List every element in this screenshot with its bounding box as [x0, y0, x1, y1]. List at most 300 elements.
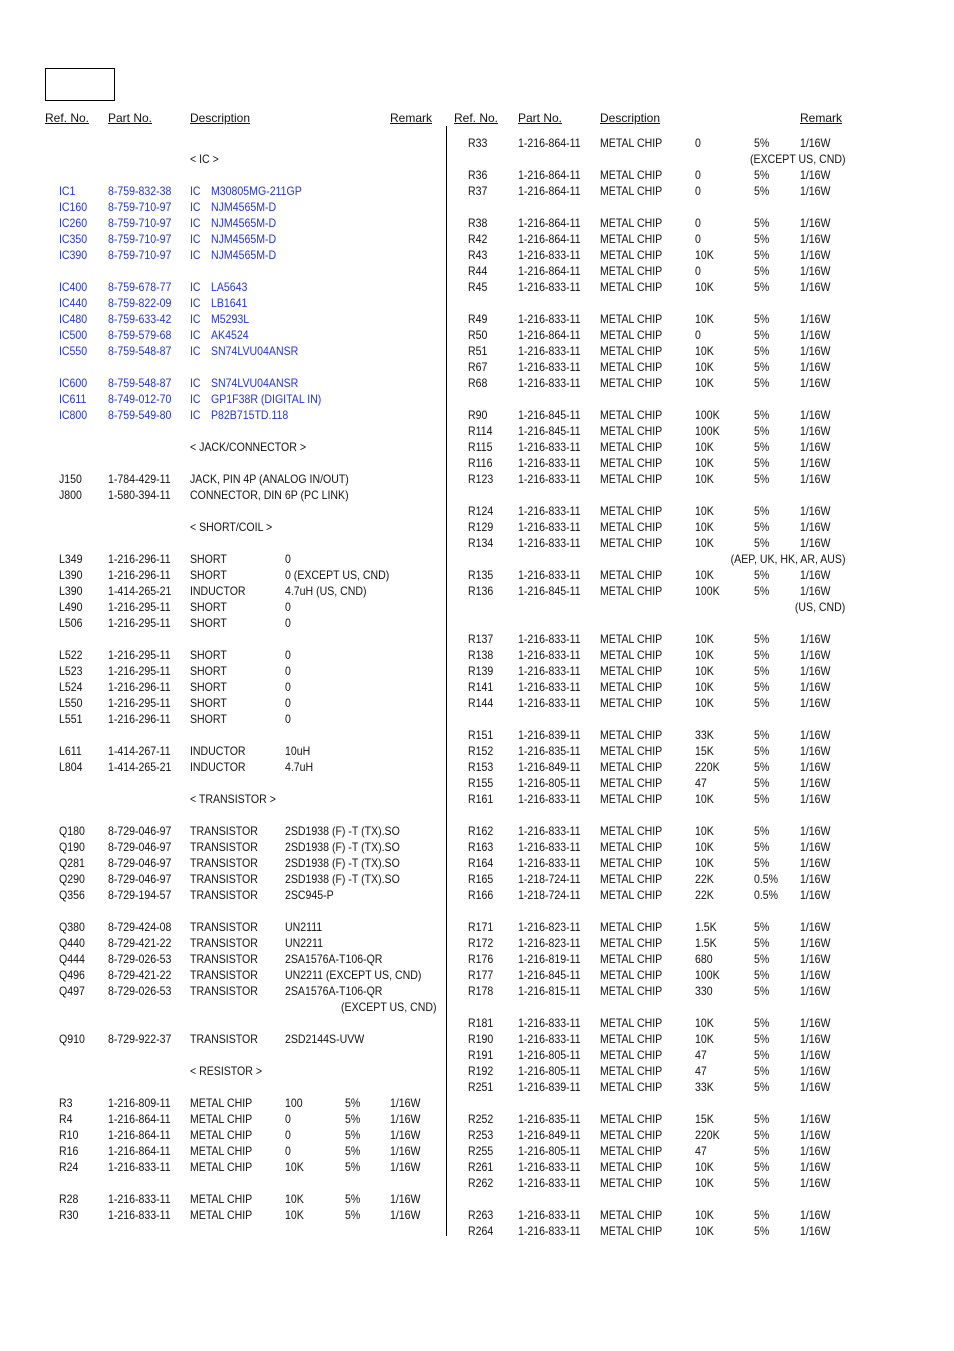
description-cell: METAL CHIP	[600, 328, 663, 342]
ref-no-cell: IC440	[59, 296, 88, 310]
tolerance-cell: 5%	[754, 1128, 770, 1142]
spacer-row	[45, 535, 440, 551]
tolerance-cell: 5%	[754, 472, 770, 486]
part-no-cell: 1-216-864-11	[108, 1112, 171, 1126]
description-cell: SHORT	[190, 712, 227, 726]
tolerance-cell: 5%	[345, 1208, 361, 1222]
header-remark: Remark	[390, 111, 433, 125]
value-cell: 0	[695, 232, 701, 246]
description-cell: TRANSISTOR	[190, 856, 258, 870]
ref-no-cell: R10	[59, 1128, 79, 1142]
ref-no-cell: L523	[59, 664, 83, 678]
wattage-cell: 1/16W	[800, 312, 831, 326]
table-row	[454, 839, 849, 855]
table-row	[454, 535, 849, 551]
value-cell: 100K	[695, 968, 720, 982]
ref-no-cell: Q190	[59, 840, 85, 854]
part-no-cell: 1-784-429-11	[108, 472, 171, 486]
ref-no-cell: L506	[59, 616, 83, 630]
part-no-cell: 8-729-194-57	[108, 888, 172, 902]
part-no-cell: 1-216-295-11	[108, 600, 171, 614]
description-cell: INDUCTOR	[190, 584, 246, 598]
tolerance-cell: 5%	[754, 344, 770, 358]
ref-no-cell: R138	[468, 648, 494, 662]
wattage-cell: 1/16W	[800, 648, 831, 662]
spacer-row	[454, 487, 849, 503]
remark-note	[454, 551, 849, 567]
part-no-cell: 1-216-833-11	[518, 456, 581, 470]
ref-no-cell: L490	[59, 600, 83, 614]
ref-no-cell: L550	[59, 696, 83, 710]
header-part-no: Part No.	[518, 111, 563, 125]
ref-no-cell: R50	[468, 328, 488, 342]
description-cell: METAL CHIP	[190, 1144, 253, 1158]
table-row	[454, 167, 849, 183]
wattage-cell: 1/16W	[800, 1144, 831, 1158]
part-no-cell: 8-729-922-37	[108, 1032, 172, 1046]
value-cell: 0	[285, 648, 291, 662]
value-cell: 10K	[695, 1208, 714, 1222]
tolerance-cell: 5%	[754, 696, 770, 710]
part-no-cell: 1-216-295-11	[108, 696, 171, 710]
value-cell: 10K	[695, 792, 714, 806]
remark-note-label: (AEP, UK, HK, AR, AUS)	[730, 552, 845, 566]
table-row	[45, 663, 440, 679]
spacer-row	[45, 1047, 440, 1063]
part-no-cell: 1-216-864-11	[518, 136, 581, 150]
ref-no-cell: J150	[59, 472, 82, 486]
table-row	[454, 775, 849, 791]
category-cell: IC	[190, 216, 201, 230]
description-cell: NJM4565M-D	[211, 200, 277, 214]
table-row	[454, 791, 849, 807]
part-no-cell: 1-216-296-11	[108, 568, 171, 582]
ref-no-cell: R28	[59, 1192, 79, 1206]
wattage-cell: 1/16W	[800, 744, 831, 758]
value-cell: 0	[285, 600, 291, 614]
value-cell: 47	[695, 776, 707, 790]
spacer-row	[454, 999, 849, 1015]
description-cell: TRANSISTOR	[190, 888, 258, 902]
value-cell: 10K	[695, 248, 714, 262]
description-cell: METAL CHIP	[600, 632, 663, 646]
description-cell: METAL CHIP	[600, 856, 663, 870]
wattage-cell: 1/16W	[800, 168, 831, 182]
description-cell: METAL CHIP	[600, 664, 663, 678]
value-cell: 10K	[285, 1208, 304, 1222]
part-no-cell: 1-216-864-11	[518, 216, 581, 230]
part-no-cell: 1-414-265-21	[108, 584, 172, 598]
ref-no-cell: R252	[468, 1112, 494, 1126]
ref-no-cell: R263	[468, 1208, 494, 1222]
part-no-cell: 8-759-678-77	[108, 280, 172, 294]
value-cell: 22K	[695, 888, 714, 902]
ref-no-cell: R190	[468, 1032, 494, 1046]
table-row	[454, 215, 849, 231]
value-cell: 0	[695, 136, 701, 150]
value-cell: 15K	[695, 744, 714, 758]
part-no-cell: 8-729-046-97	[108, 824, 172, 838]
value-cell: 4.7uH	[285, 760, 314, 774]
remark-note-label: (EXCEPT US, CND)	[749, 152, 845, 166]
ref-no-cell: Q497	[59, 984, 85, 998]
table-row	[45, 759, 440, 775]
tolerance-cell: 5%	[754, 936, 770, 950]
ref-no-cell: Q440	[59, 936, 85, 950]
value-cell: 2SD2144S-UVW	[285, 1032, 365, 1046]
ref-no-cell: R43	[468, 248, 488, 262]
part-no-cell: 1-216-839-11	[518, 728, 581, 742]
part-no-cell: 1-216-296-11	[108, 552, 171, 566]
description-cell: METAL CHIP	[600, 1032, 663, 1046]
ref-no-cell: R36	[468, 168, 488, 182]
description-cell: METAL CHIP	[600, 968, 663, 982]
spacer-row	[45, 455, 440, 471]
table-row	[454, 375, 849, 391]
ref-no-cell: R161	[468, 792, 494, 806]
ref-no-cell: L551	[59, 712, 83, 726]
table-row	[454, 759, 849, 775]
part-no-cell: 1-216-845-11	[518, 584, 581, 598]
wattage-cell: 1/16W	[800, 264, 831, 278]
spacer-row	[454, 807, 849, 823]
value-cell: 47	[695, 1064, 707, 1078]
table-row	[454, 1063, 849, 1079]
part-no-cell: 1-216-833-11	[518, 664, 581, 678]
ref-no-cell: Q444	[59, 952, 85, 966]
section-heading	[45, 1063, 440, 1079]
wattage-cell: 1/16W	[800, 456, 831, 470]
description-cell: SN74LVU04ANSR	[211, 376, 299, 390]
value-cell: UN2211 (EXCEPT US, CND)	[285, 968, 422, 982]
tolerance-cell: 5%	[754, 760, 770, 774]
part-no-cell: 8-729-026-53	[108, 952, 172, 966]
category-cell: IC	[190, 184, 201, 198]
ref-no-cell: R181	[468, 1016, 494, 1030]
value-cell: 10K	[285, 1192, 304, 1206]
part-no-cell: 1-216-833-11	[518, 248, 581, 262]
part-no-cell: 8-759-832-38	[108, 184, 172, 198]
ref-no-cell: R141	[468, 680, 494, 694]
table-row	[45, 1143, 440, 1159]
wattage-cell: 1/16W	[390, 1112, 421, 1126]
value-cell: 10K	[695, 680, 714, 694]
part-no-cell: 1-216-295-11	[108, 648, 171, 662]
tolerance-cell: 5%	[345, 1096, 361, 1110]
ref-no-cell: R177	[468, 968, 494, 982]
table-row	[454, 871, 849, 887]
ref-no-cell: R42	[468, 232, 488, 246]
part-no-cell: 8-729-026-53	[108, 984, 172, 998]
value-cell: 10K	[695, 696, 714, 710]
section-heading-label: < TRANSISTOR >	[190, 792, 276, 806]
ref-no-cell: R144	[468, 696, 494, 710]
value-cell: 220K	[695, 760, 720, 774]
table-row	[45, 279, 440, 295]
description-cell: METAL CHIP	[600, 680, 663, 694]
wattage-cell: 1/16W	[800, 248, 831, 262]
spacer-row	[454, 615, 849, 631]
value-cell: 0	[695, 328, 701, 342]
part-no-cell: 1-216-295-11	[108, 664, 171, 678]
section-heading	[45, 439, 440, 455]
wattage-cell: 1/16W	[800, 328, 831, 342]
spacer-row	[45, 1079, 440, 1095]
value-cell: 2SD1938 (F) -T (TX).SO	[285, 824, 400, 838]
ref-no-cell: R37	[468, 184, 488, 198]
ref-no-cell: R176	[468, 952, 494, 966]
table-row	[45, 183, 440, 199]
description-cell: METAL CHIP	[600, 360, 663, 374]
header-remark: Remark	[800, 111, 843, 125]
part-no-cell: 1-216-833-11	[518, 536, 581, 550]
value-cell: UN2111	[285, 920, 323, 934]
description-cell: METAL CHIP	[600, 984, 663, 998]
part-no-cell: 8-759-549-80	[108, 408, 172, 422]
spacer-row	[45, 775, 440, 791]
part-no-cell: 1-216-833-11	[518, 648, 581, 662]
table-row	[454, 887, 849, 903]
tolerance-cell: 5%	[754, 952, 770, 966]
table-row	[454, 1127, 849, 1143]
category-cell: IC	[190, 344, 201, 358]
description-cell: TRANSISTOR	[190, 840, 258, 854]
tolerance-cell: 5%	[754, 1144, 770, 1158]
tolerance-cell: 5%	[754, 168, 770, 182]
spacer-row	[45, 727, 440, 743]
ref-no-cell: IC390	[59, 248, 88, 262]
tolerance-cell: 5%	[754, 328, 770, 342]
table-row	[45, 343, 440, 359]
table-row	[454, 567, 849, 583]
remark-note	[45, 999, 440, 1015]
value-cell: 10K	[695, 520, 714, 534]
wattage-cell: 1/16W	[800, 536, 831, 550]
description-cell: METAL CHIP	[190, 1192, 253, 1206]
value-cell: 10K	[695, 440, 714, 454]
ref-no-cell: IC550	[59, 344, 88, 358]
table-row	[454, 1159, 849, 1175]
table-row	[454, 679, 849, 695]
wattage-cell: 1/16W	[800, 936, 831, 950]
parts-rows-right	[454, 135, 849, 1239]
part-no-cell: 1-216-819-11	[518, 952, 581, 966]
tolerance-cell: 5%	[345, 1192, 361, 1206]
ref-no-cell: IC800	[59, 408, 88, 422]
tolerance-cell: 5%	[754, 648, 770, 662]
table-row	[454, 631, 849, 647]
ref-no-cell: IC350	[59, 232, 88, 246]
part-no-cell: 1-216-296-11	[108, 680, 171, 694]
ref-no-cell: R4	[59, 1112, 73, 1126]
description-cell: METAL CHIP	[600, 232, 663, 246]
tolerance-cell: 5%	[754, 216, 770, 230]
part-no-cell: 1-216-833-11	[518, 792, 581, 806]
spacer-row	[454, 391, 849, 407]
ref-no-cell: L524	[59, 680, 83, 694]
value-cell: 10K	[695, 360, 714, 374]
value-cell: 10K	[695, 648, 714, 662]
wattage-cell: 1/16W	[800, 1208, 831, 1222]
description-cell: METAL CHIP	[600, 216, 663, 230]
part-no-cell: 8-759-822-09	[108, 296, 172, 310]
value-cell: 0	[285, 552, 291, 566]
table-row	[454, 407, 849, 423]
table-row	[45, 1159, 440, 1175]
description-cell: TRANSISTOR	[190, 872, 258, 886]
table-row	[45, 871, 440, 887]
description-cell: TRANSISTOR	[190, 984, 258, 998]
part-no-cell: 1-216-833-11	[518, 312, 581, 326]
description-cell: SHORT	[190, 568, 227, 582]
ref-no-cell: R136	[468, 584, 494, 598]
description-cell: METAL CHIP	[600, 584, 663, 598]
value-cell: 2SC945-P	[285, 888, 334, 902]
description-cell: METAL CHIP	[190, 1208, 253, 1222]
tolerance-cell: 5%	[754, 360, 770, 374]
wattage-cell: 1/16W	[800, 1080, 831, 1094]
part-no-cell: 8-729-046-97	[108, 856, 172, 870]
category-cell: IC	[190, 376, 201, 390]
category-cell: IC	[190, 280, 201, 294]
table-row	[45, 839, 440, 855]
value-cell: 0	[285, 664, 291, 678]
spacer-row	[45, 1015, 440, 1031]
spacer-row	[45, 135, 440, 151]
tolerance-cell: 5%	[754, 776, 770, 790]
wattage-cell: 1/16W	[800, 1176, 831, 1190]
part-no-cell: 8-729-046-97	[108, 872, 172, 886]
description-cell: METAL CHIP	[600, 472, 663, 486]
wattage-cell: 1/16W	[800, 376, 831, 390]
description-cell: METAL CHIP	[600, 504, 663, 518]
description-cell: METAL CHIP	[600, 1112, 663, 1126]
parts-rows-left	[45, 135, 440, 1223]
value-cell: 100K	[695, 584, 720, 598]
table-row	[454, 1175, 849, 1191]
value-cell: 330	[695, 984, 713, 998]
table-row	[45, 823, 440, 839]
wattage-cell: 1/16W	[800, 1016, 831, 1030]
description-cell: METAL CHIP	[600, 1128, 663, 1142]
tolerance-cell: 5%	[754, 632, 770, 646]
ref-no-cell: R24	[59, 1160, 79, 1174]
wattage-cell: 1/16W	[800, 824, 831, 838]
value-cell: 680	[695, 952, 713, 966]
table-row	[454, 935, 849, 951]
description-cell: METAL CHIP	[600, 792, 663, 806]
ref-no-cell: L390	[59, 568, 83, 582]
ref-no-cell: R155	[468, 776, 494, 790]
spacer-row	[45, 167, 440, 183]
part-no-cell: 1-216-805-11	[518, 1064, 581, 1078]
table-row	[45, 919, 440, 935]
table-row	[454, 983, 849, 999]
table-row	[454, 343, 849, 359]
wattage-cell: 1/16W	[800, 872, 831, 886]
header-description: Description	[190, 111, 251, 125]
part-no-cell: 8-759-710-97	[108, 232, 172, 246]
ref-no-cell: L349	[59, 552, 83, 566]
table-row	[45, 375, 440, 391]
description-cell: METAL CHIP	[600, 1048, 663, 1062]
value-cell: 100	[285, 1096, 303, 1110]
description-cell: METAL CHIP	[600, 744, 663, 758]
part-no-cell: 8-729-421-22	[108, 936, 172, 950]
description-cell: METAL CHIP	[600, 648, 663, 662]
part-no-cell: 1-216-864-11	[518, 328, 581, 342]
spacer-row	[454, 1191, 849, 1207]
ref-no-cell: R172	[468, 936, 494, 950]
description-cell: SHORT	[190, 600, 227, 614]
ref-no-cell: R191	[468, 1048, 494, 1062]
part-no-cell: 8-729-046-97	[108, 840, 172, 854]
tolerance-cell: 5%	[754, 1112, 770, 1126]
description-cell: METAL CHIP	[600, 408, 663, 422]
description-cell: METAL CHIP	[600, 888, 663, 902]
table-row	[45, 551, 440, 567]
ref-no-cell: Q910	[59, 1032, 85, 1046]
part-no-cell: 1-216-296-11	[108, 712, 171, 726]
spacer-row	[45, 503, 440, 519]
section-heading-label: < IC >	[190, 152, 219, 166]
ref-no-cell: R262	[468, 1176, 494, 1190]
value-cell: 0	[695, 168, 701, 182]
part-no-cell: 1-580-394-11	[108, 488, 171, 502]
value-cell: 10K	[695, 568, 714, 582]
table-row	[454, 247, 849, 263]
part-no-cell: 1-216-864-11	[518, 264, 581, 278]
description-cell: METAL CHIP	[600, 440, 663, 454]
description-cell: METAL CHIP	[600, 568, 663, 582]
column-divider	[446, 126, 447, 1236]
table-row	[45, 1207, 440, 1223]
value-cell: 22K	[695, 872, 714, 886]
part-no-cell: 1-216-845-11	[518, 408, 581, 422]
value-cell: 10K	[695, 1224, 714, 1238]
ref-no-cell: IC260	[59, 216, 88, 230]
spacer-row	[454, 903, 849, 919]
description-cell: NJM4565M-D	[211, 232, 277, 246]
table-row	[45, 1127, 440, 1143]
value-cell: 2SD1938 (F) -T (TX).SO	[285, 856, 400, 870]
description-cell: TRANSISTOR	[190, 952, 258, 966]
value-cell: 0	[695, 184, 701, 198]
ref-no-cell: R261	[468, 1160, 494, 1174]
parts-list-left-column	[45, 111, 440, 1223]
description-cell: TRANSISTOR	[190, 1032, 258, 1046]
value-cell: 0	[285, 1128, 291, 1142]
part-no-cell: 1-216-833-11	[518, 840, 581, 854]
value-cell: 10K	[695, 1176, 714, 1190]
table-row	[454, 1047, 849, 1063]
spacer-row	[454, 199, 849, 215]
part-no-cell: 1-216-864-11	[518, 232, 581, 246]
tolerance-cell: 5%	[754, 840, 770, 854]
description-cell: CONNECTOR, DIN 6P (PC LINK)	[190, 488, 349, 502]
ref-no-cell: R166	[468, 888, 494, 902]
table-row	[45, 695, 440, 711]
part-no-cell: 1-216-833-11	[518, 520, 581, 534]
part-no-cell: 1-414-265-21	[108, 760, 172, 774]
value-cell: 1.5K	[695, 936, 717, 950]
description-cell: SHORT	[190, 648, 227, 662]
wattage-cell: 1/16W	[800, 344, 831, 358]
table-row	[454, 1111, 849, 1127]
value-cell: 10K	[285, 1160, 304, 1174]
description-cell: INDUCTOR	[190, 744, 246, 758]
part-no-cell: 1-216-833-11	[518, 1016, 581, 1030]
